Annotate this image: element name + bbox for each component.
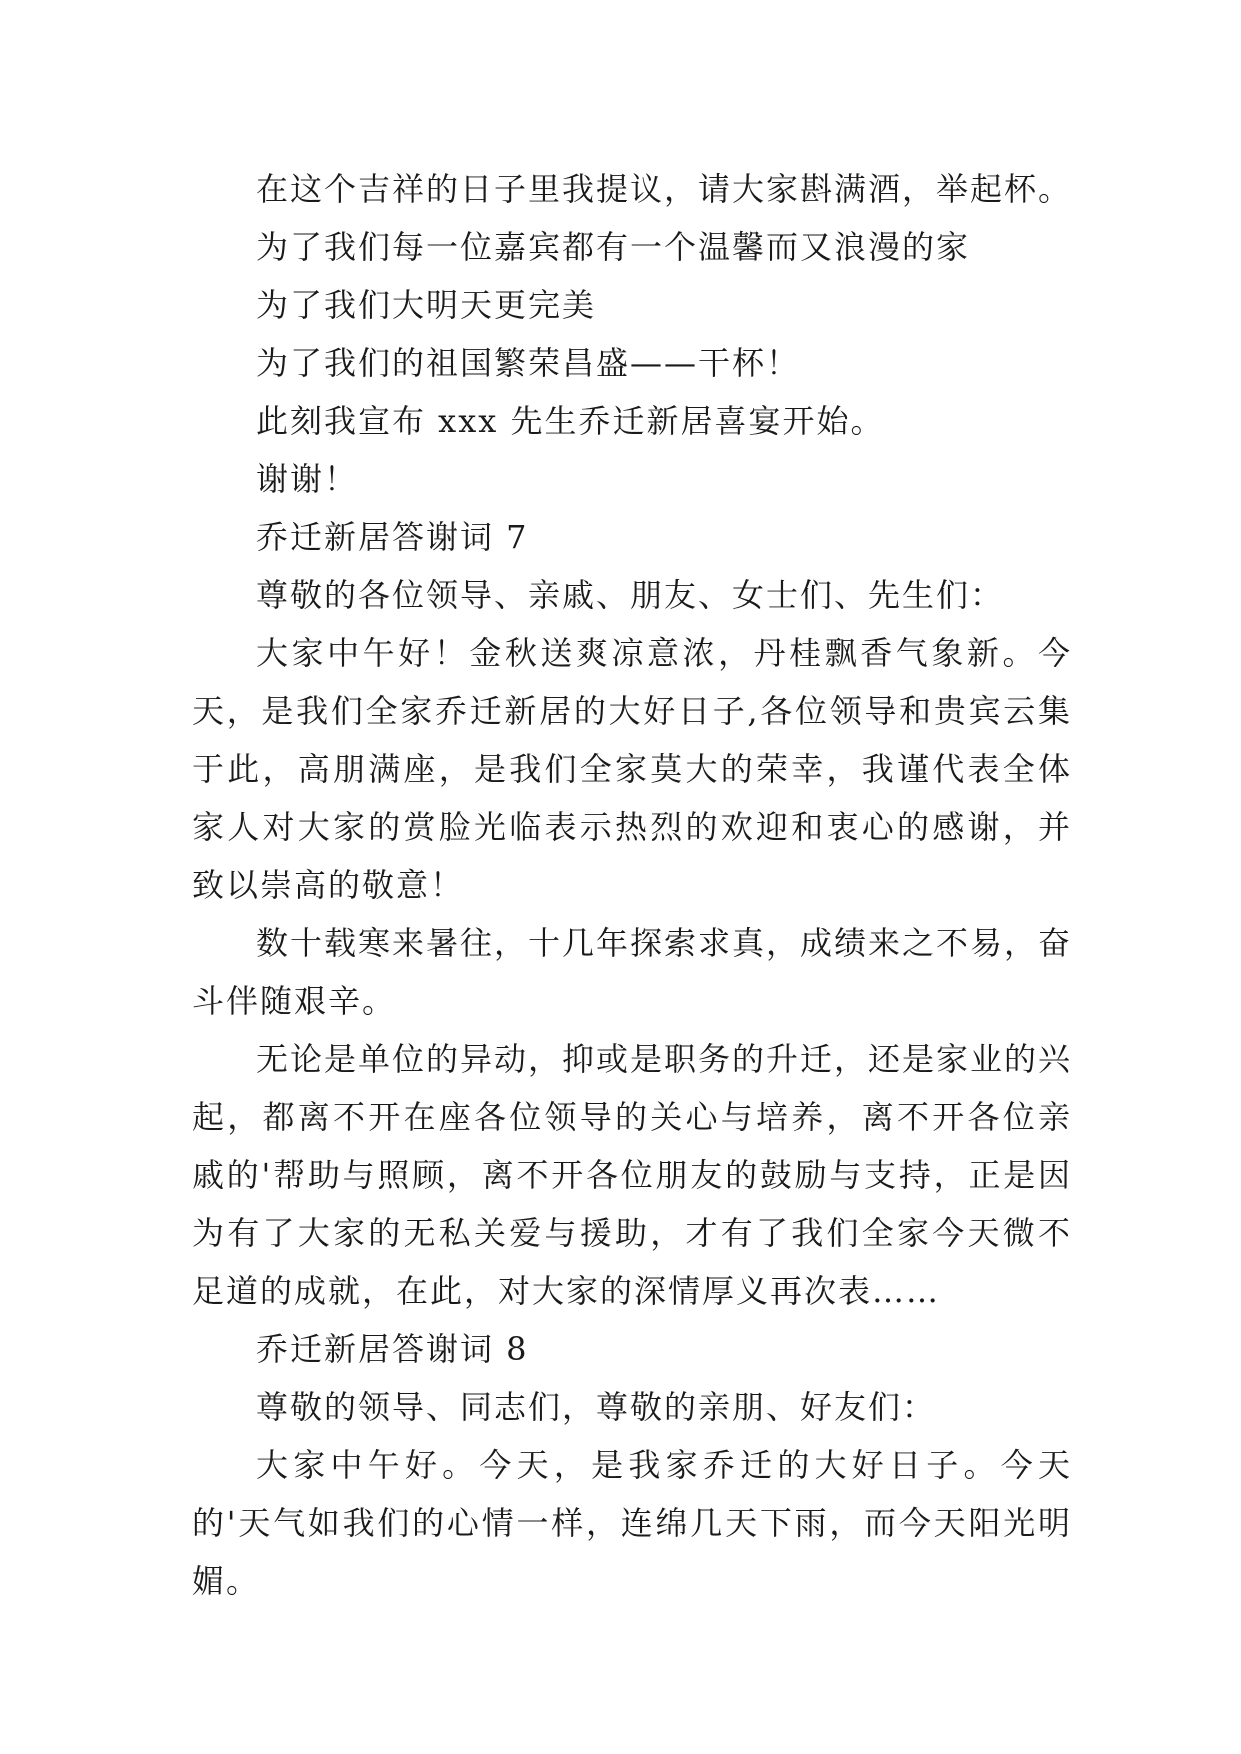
salutation: 尊敬的各位领导、亲戚、朋友、女士们、先生们： xyxy=(256,576,1005,614)
paragraph: 大家中午好！金秋送爽凉意浓，丹桂飘香气象新。今天，是我们全家乔迁新居的大好日子,各位领导和贵宾云集于此，高朋满座，是我们全家莫大的荣幸，我谨代表全体家人对大家的赏脸光临表示热烈的欢迎和衷心的感谢，并致以崇高的敬意！ xyxy=(192,634,1072,904)
section-heading: 乔迁新居答谢词 8 xyxy=(256,1330,529,1368)
paragraph: 为了我们每一位嘉宾都有一个温馨而又浪漫的家 xyxy=(256,228,971,266)
paragraph: 无论是单位的异动，抑或是职务的升迁，还是家业的兴起，都离不开在座各位领导的关心与培养，离不开各位亲戚的'帮助与照顾，离不开各位朋友的鼓励与支持，正是因为有了大家的无私关爱与援助，才有了我们全家今天微不足道的成就，在此，对大家的深情厚义再次表…… xyxy=(192,1040,1073,1310)
paragraph: 谢谢！ xyxy=(256,460,359,498)
paragraph: 为了我们大明天更完美 xyxy=(256,286,597,324)
paragraph: 在这个吉祥的日子里我提议，请大家斟满酒，举起杯。 xyxy=(256,170,1073,208)
paragraph: 此刻我宣布 xxx 先生乔迁新居喜宴开始。 xyxy=(256,402,885,440)
paragraph: 数十载寒来暑往，十几年探索求真，成绩来之不易，奋斗伴随艰辛。 xyxy=(192,924,1073,1020)
paragraph: 大家中午好。今天，是我家乔迁的大好日子。今天的'天气如我们的心情一样，连绵几天下雨，而今天阳光明媚。 xyxy=(192,1446,1072,1600)
salutation: 尊敬的领导、同志们，尊敬的亲朋、好友们： xyxy=(256,1388,937,1426)
document-body xyxy=(192,160,1072,1610)
section-heading: 乔迁新居答谢词 7 xyxy=(256,518,529,556)
paragraph: 为了我们的祖国繁荣昌盛——干杯！ xyxy=(256,344,801,382)
